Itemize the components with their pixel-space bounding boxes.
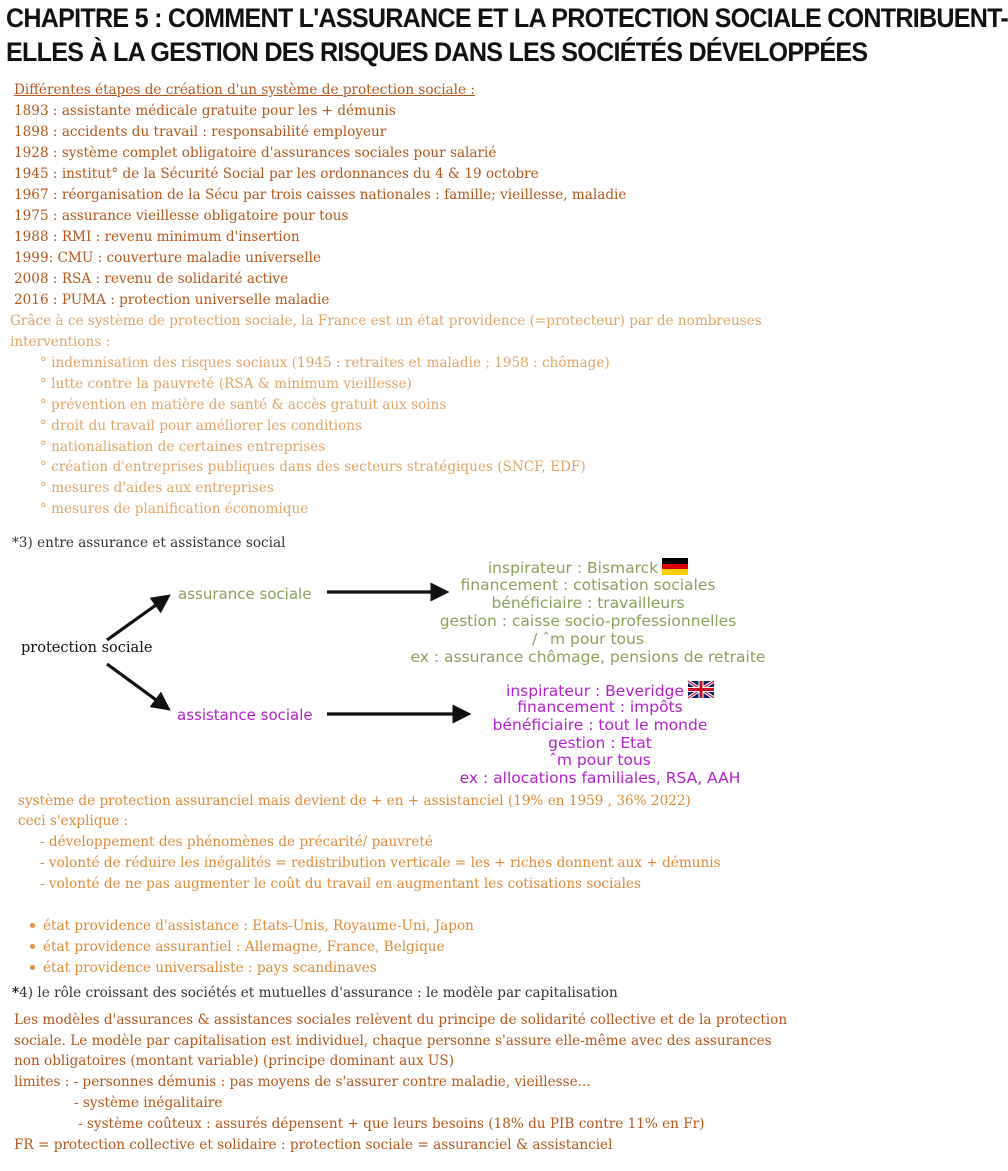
chapter-title-line-1: CHAPITRE 5 : COMMENT L'ASSURANCE ET LA PROTECTION SOCIALE CONTRIBUENT- xyxy=(6,3,1008,33)
assistance-sociale-label: assistance sociale xyxy=(177,706,313,724)
arrow-to-assistance xyxy=(107,664,163,705)
history-item: 1928 : système complet obligatoire d'assurances sociales pour salarié xyxy=(14,145,497,161)
assurance-financement: financement : cotisation sociales xyxy=(460,576,716,594)
limites-text: limites : - personnes démunis : pas moyens de s'assurer contre maladie, vieillesse... xyxy=(14,1074,591,1090)
assurance-pour-tous: / ˆm pour tous xyxy=(532,630,644,648)
evolution-reason: - volonté de réduire les inégalités = redistribution verticale = les + riches donnent aux + démunis xyxy=(40,855,721,871)
welfare-item: ° mesures d'aides aux entreprises xyxy=(40,480,274,496)
history-item: 1967 : réorganisation de la Sécu par trois caisses nationales : famille; vieillesse, maladie xyxy=(14,187,627,203)
limites-item: - système coûteux : assurés dépensent + que leurs besoins (18% du PIB contre 11% en Fr) xyxy=(78,1116,705,1132)
evolution-explain: ceci s'explique : xyxy=(18,813,129,829)
assistance-exemples: ex : allocations familiales, RSA, AAH xyxy=(459,769,741,787)
limites-item: - système inégalitaire xyxy=(74,1095,223,1111)
history-item: 1999: CMU : couverture maladie universelle xyxy=(14,250,322,266)
welfare-type-item: état providence assurantiel : Allemagne, France, Belgique xyxy=(30,937,445,958)
evolution-reason: - volonté de ne pas augmenter le coût du travail en augmentant les cotisations sociales xyxy=(40,876,641,892)
protection-sociale-root: protection sociale xyxy=(21,640,153,656)
capitalisation-text: sociale. Le modèle par capitalisation est individuel, chaque personne s'assure elle-même avec des assurances xyxy=(14,1033,772,1049)
section-3-title-text: 3) entre assurance et assistance social xyxy=(18,535,286,551)
welfare-intro: Grâce à ce système de protection sociale, la France est un état providence (=protecteur) par de nombreuses xyxy=(10,313,762,329)
section-3-star: * xyxy=(12,535,19,551)
welfare-item: ° prévention en matière de santé & accès gratuit aux soins xyxy=(40,397,447,413)
evolution-text: système de protection assuranciel mais devient de + en + assistanciel (19% en 1959 , 36% 2022) xyxy=(18,793,691,809)
history-item: 2008 : RSA : revenu de solidarité active xyxy=(14,271,289,287)
section-4-title xyxy=(12,983,618,1004)
assistance-pour-tous: ˆm pour tous xyxy=(549,751,651,769)
assurance-inspirateur: inspirateur : Bismarck xyxy=(420,558,756,577)
assistance-gestion: gestion : Etat xyxy=(548,734,652,752)
capitalisation-text: non obligatoires (montant variable) (principe dominant aux US) xyxy=(14,1053,455,1069)
evolution-reason: - développement des phénomènes de précarité/ pauvreté xyxy=(40,834,433,850)
capitalisation-text: Les modèles d'assurances & assistances sociales relèvent du principe de solidarité collective et de la protection xyxy=(14,1012,788,1028)
welfare-item: ° nationalisation de certaines entreprises xyxy=(40,439,326,455)
arrow-to-assurance xyxy=(107,600,163,640)
assurance-gestion: gestion : caisse socio-professionnelles xyxy=(439,612,737,630)
assistance-inspirateur: inspirateur : Beveridge xyxy=(450,681,770,700)
assurance-beneficiaire: bénéficiaire : travailleurs xyxy=(491,594,685,612)
history-item: 1975 : assurance vieillesse obligatoire pour tous xyxy=(14,208,349,224)
history-item: 1898 : accidents du travail : responsabilité employeur xyxy=(14,124,387,140)
assistance-beneficiaire: bénéficiaire : tout le monde xyxy=(492,716,708,734)
welfare-item: ° droit du travail pour améliorer les conditions xyxy=(40,418,363,434)
history-item: 2016 : PUMA : protection universelle maladie xyxy=(14,292,330,308)
fr-conclusion: FR = protection collective et solidaire : protection sociale = assuranciel & assistanciel xyxy=(14,1137,613,1153)
section-4-title-text: 4) le rôle croissant des sociétés et mutuelles d'assurance : le modèle par capitalisation xyxy=(19,985,618,1001)
germany-flag-icon xyxy=(662,558,688,575)
history-item: 1945 : institut° de la Sécurité Social par les ordonnances du 4 & 19 octobre xyxy=(14,166,539,182)
welfare-item: ° indemnisation des risques sociaux (1945 : retraites et maladie ; 1958 : chômage) xyxy=(40,355,610,371)
uk-flag-icon xyxy=(688,681,714,698)
assurance-exemples: ex : assurance chômage, pensions de retraite xyxy=(410,648,766,666)
welfare-type-item: état providence d'assistance : Etats-Unis, Royaume-Uni, Japon xyxy=(30,916,474,937)
welfare-item: ° mesures de planification économique xyxy=(40,501,309,517)
welfare-intro-cont: interventions : xyxy=(10,334,111,350)
welfare-item: ° création d'entreprises publiques dans des secteurs stratégiques (SNCF, EDF) xyxy=(40,459,586,475)
assurance-sociale-label: assurance sociale xyxy=(178,585,312,603)
welfare-item: ° lutte contre la pauvreté (RSA & minimum vieillesse) xyxy=(40,376,412,392)
assistance-financement: financement : impôts xyxy=(517,698,683,716)
chapter-title-line-2: ELLES À LA GESTION DES RISQUES DANS LES SOCIÉTÉS DÉVELOPPÉES xyxy=(6,37,868,67)
history-item: 1988 : RMI : revenu minimum d'insertion xyxy=(14,229,300,245)
history-heading: Différentes étapes de création d'un système de protection sociale : xyxy=(14,82,475,98)
history-item: 1893 : assistante médicale gratuite pour les + démunis xyxy=(14,103,396,119)
section-4-star: * xyxy=(12,985,20,1001)
welfare-type-item: état providence universaliste : pays scandinaves xyxy=(30,958,377,979)
